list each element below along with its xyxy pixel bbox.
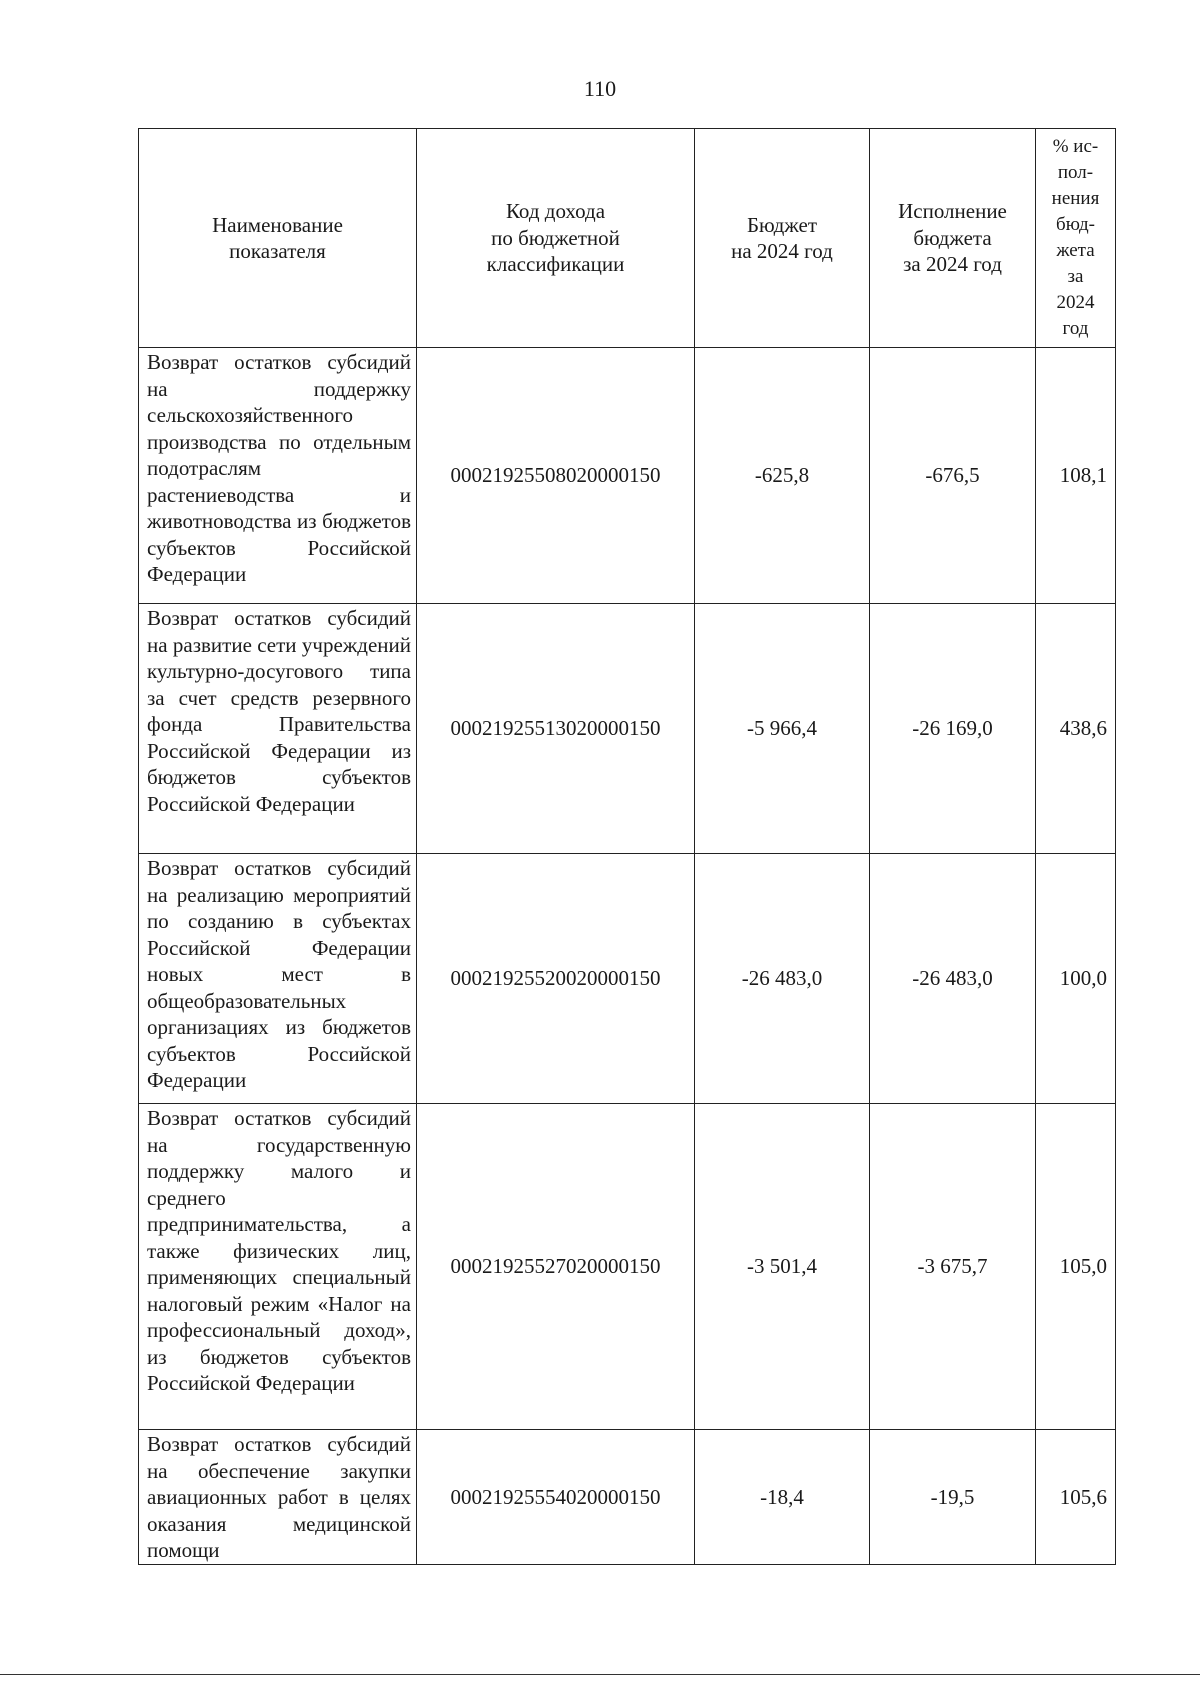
- table-body: [139, 348, 1116, 1565]
- row-execution: -19,5: [870, 1430, 1036, 1565]
- table-row: [139, 1430, 1116, 1565]
- row-execution: -26 169,0: [870, 604, 1036, 854]
- budget-table: [138, 128, 1116, 1565]
- row-name: Возврат остатков субсидий на обеспечение закупки авиационных работ в целях оказания медицинской помощи: [139, 1430, 417, 1565]
- row-name: Возврат остатков субсидий на поддержку сельскохозяйственного производства по отдельным подотраслям растениеводства и животноводства из бюджетов субъектов Российской Федерации: [139, 348, 417, 604]
- row-code: 00021925520020000150: [417, 854, 695, 1104]
- row-name: Возврат остатков субсидий на развитие сети учреждений культурно-досугового типа за счет средств резервного фонда Правительства Российской Федерации из бюджетов субъектов Российской Федерации: [139, 604, 417, 854]
- table-row: [139, 604, 1116, 854]
- row-budget: -3 501,4: [695, 1104, 870, 1430]
- row-code: 00021925508020000150: [417, 348, 695, 604]
- table-header: [139, 129, 1116, 348]
- row-name: Возврат остатков субсидий на государственную поддержку малого и среднего предпринимательства, а также физических лиц, применяющих специальный налоговый режим «Налог на профессиональный доход», из бюджетов субъектов Российской Федерации: [139, 1104, 417, 1430]
- row-budget: -18,4: [695, 1430, 870, 1565]
- table-row: [139, 348, 1116, 604]
- table-row: [139, 854, 1116, 1104]
- header-budget: Бюджет на 2024 год: [695, 129, 870, 348]
- row-execution: -26 483,0: [870, 854, 1036, 1104]
- header-name: Наименование показателя: [139, 129, 417, 348]
- header-code: Код дохода по бюджетной классификации: [417, 129, 695, 348]
- row-percent: 438,6: [1036, 604, 1116, 854]
- page-number: 110: [583, 76, 617, 101]
- bottom-rule: [0, 1674, 1200, 1675]
- row-budget: -625,8: [695, 348, 870, 604]
- row-percent: 105,0: [1036, 1104, 1116, 1430]
- row-name: Возврат остатков субсидий на реализацию мероприятий по созданию в субъектах Российской Федерации новых мест в общеобразовательных организациях из бюджетов субъектов Российской Федерации: [139, 854, 417, 1104]
- row-execution: -676,5: [870, 348, 1036, 604]
- row-percent: 105,6: [1036, 1430, 1116, 1565]
- row-budget: -5 966,4: [695, 604, 870, 854]
- row-percent: 108,1: [1036, 348, 1116, 604]
- row-code: 00021925513020000150: [417, 604, 695, 854]
- row-budget: -26 483,0: [695, 854, 870, 1104]
- row-code: 00021925527020000150: [417, 1104, 695, 1430]
- table-row: [139, 1104, 1116, 1430]
- row-percent: 100,0: [1036, 854, 1116, 1104]
- header-percent: % ис- пол- нения бюд- жета за 2024 год: [1036, 129, 1116, 348]
- row-execution: -3 675,7: [870, 1104, 1036, 1430]
- header-row: [139, 129, 1116, 348]
- header-execution: Исполнение бюджета за 2024 год: [870, 129, 1036, 348]
- row-code: 00021925554020000150: [417, 1430, 695, 1565]
